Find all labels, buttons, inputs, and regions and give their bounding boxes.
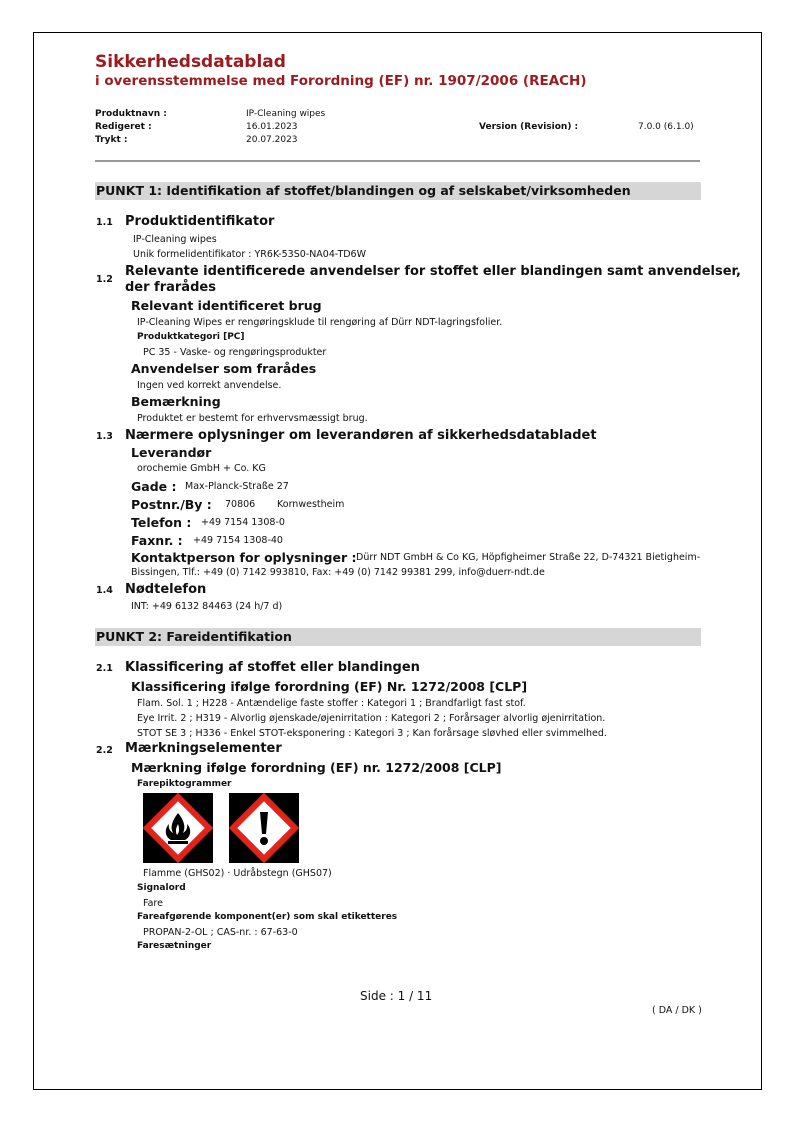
remark-text: Produktet er bestemt for erhvervsmæssigt brug. xyxy=(137,413,368,424)
section1-heading: PUNKT 1: Identifikation af stoffet/blandingen og af selskabet/virksomheden xyxy=(95,182,701,200)
flame-ghs02-icon xyxy=(143,793,213,863)
pc-text: PC 35 - Vaske- og rengøringsprodukter xyxy=(143,347,327,358)
printed-value: 20.07.2023 xyxy=(246,135,298,145)
fax-value: +49 7154 1308-40 xyxy=(193,535,283,546)
use-text: IP-Cleaning Wipes er rengøringsklude til rengøring af Dürr NDT-lagringsfolier. xyxy=(137,317,503,328)
version-value: 7.0.0 (6.1.0) xyxy=(638,122,694,132)
fax-label: Faxnr. : xyxy=(131,533,183,548)
advised-text: Ingen ved korrekt anvendelse. xyxy=(137,380,282,391)
printed-label: Trykt : xyxy=(95,135,128,145)
components-title: Fareafgørende komponent(er) som skal etiketteres xyxy=(137,912,398,922)
language-code: ( DA / DK ) xyxy=(652,1005,702,1016)
postal-code: 70806 xyxy=(225,499,256,510)
advised-title: Anvendelser som frarådes xyxy=(131,361,317,376)
classification-3: STOT SE 3 ; H336 - Enkel STOT-eksponering : Kategori 3 ; Kan forårsage sløvhed eller svimmelhed. xyxy=(137,728,607,739)
s13-title: Nærmere oplysninger om leverandøren af sikkerhedsdatabladet xyxy=(125,428,597,443)
s22-title: Mærkningselementer xyxy=(125,741,282,756)
version-label: Version (Revision) : xyxy=(479,122,579,132)
s21-number: 2.1 xyxy=(96,663,113,674)
supplier-title: Leverandør xyxy=(131,445,212,460)
postal-label: Postnr./By : xyxy=(131,497,212,512)
hazard-statements-title: Faresætninger xyxy=(137,941,212,951)
section2-heading: PUNKT 2: Fareidentifikation xyxy=(95,628,701,646)
contact-value-line1: Dürr NDT GmbH & Co KG, Höpfigheimer Straße 22, D-74321 Bietigheim- xyxy=(356,552,701,563)
s13-number: 1.3 xyxy=(96,431,113,442)
pictograms-title: Farepiktogrammer xyxy=(137,779,232,789)
s11-title: Produktidentifikator xyxy=(125,214,275,229)
product-label: Produktnavn : xyxy=(95,109,167,119)
s14-title: Nødtelefon xyxy=(125,582,207,597)
phone-label: Telefon : xyxy=(131,515,192,530)
s12-number: 1.2 xyxy=(96,274,113,285)
s22-number: 2.2 xyxy=(96,745,113,756)
edited-label: Redigeret : xyxy=(95,122,152,132)
phone-value: +49 7154 1308-0 xyxy=(201,517,285,528)
remark-title: Bemærkning xyxy=(131,394,221,409)
edited-value: 16.01.2023 xyxy=(246,122,298,132)
document-title: Sikkerhedsdatablad xyxy=(95,52,286,72)
components-value: PROPAN-2-OL ; CAS-nr. : 67-63-0 xyxy=(143,927,298,938)
signal-value: Fare xyxy=(143,898,163,909)
document-subtitle: i overensstemmelse med Forordning (EF) nr. 1907/2006 (REACH) xyxy=(95,73,587,89)
s14-text: INT: +49 6132 84463 (24 h/7 d) xyxy=(131,601,283,612)
contact-value-line2: Bissingen, Tlf.: +49 (0) 7142 993810, Fax: +49 (0) 7142 99381 299, info@duerr-ndt.de xyxy=(131,567,545,578)
header-divider xyxy=(95,160,700,162)
contact-label: Kontaktperson for oplysninger : xyxy=(131,550,357,565)
postal-city: Kornwestheim xyxy=(277,499,345,510)
s12-title-line2: der frarådes xyxy=(125,280,216,295)
page-number: Side : 1 / 11 xyxy=(360,989,433,1003)
product-value: IP-Cleaning wipes xyxy=(246,109,326,119)
pictogram-caption: Flamme (GHS02) · Udråbstegn (GHS07) xyxy=(143,868,332,879)
s11-product: IP-Cleaning wipes xyxy=(133,234,217,245)
classification-2: Eye Irrit. 2 ; H319 - Alvorlig øjenskade/øjenirritation : Kategori 2 ; Forårsager alvorlig øjenirritation. xyxy=(137,713,606,724)
s11-number: 1.1 xyxy=(96,217,113,228)
signal-title: Signalord xyxy=(137,883,186,893)
use-title: Relevant identificeret brug xyxy=(131,298,322,313)
pc-title: Produktkategori [PC] xyxy=(137,332,245,342)
s14-number: 1.4 xyxy=(96,585,113,596)
supplier-name: orochemie GmbH + Co. KG xyxy=(137,463,266,474)
classification-1: Flam. Sol. 1 ; H228 - Antændelige faste stoffer : Kategori 1 ; Brandfarligt fast stof. xyxy=(137,698,526,709)
street-label: Gade : xyxy=(131,479,177,494)
label-title: Mærkning ifølge forordning (EF) nr. 1272/2008 [CLP] xyxy=(131,760,502,775)
clp-title: Klassificering ifølge forordning (EF) Nr. 1272/2008 [CLP] xyxy=(131,679,528,694)
street-value: Max-Planck-Straße 27 xyxy=(185,481,289,492)
exclamation-ghs07-icon xyxy=(229,793,299,863)
s12-title-line1: Relevante identificerede anvendelser for stoffet eller blandingen samt anvendelser, xyxy=(125,264,741,279)
s11-ufi: Unik formelidentifikator : YR6K-53S0-NA04-TD6W xyxy=(133,249,366,260)
s21-title: Klassificering af stoffet eller blandingen xyxy=(125,660,420,675)
